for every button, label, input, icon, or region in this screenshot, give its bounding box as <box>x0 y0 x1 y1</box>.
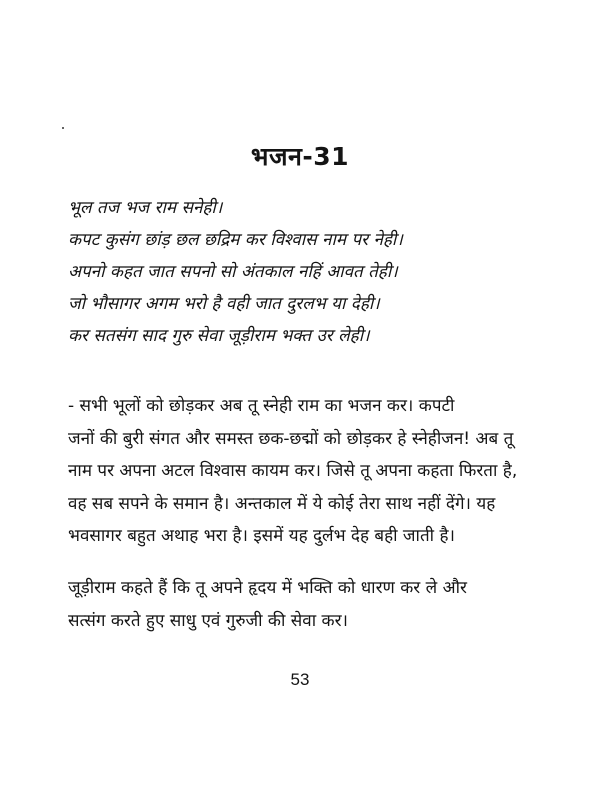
explanation-paragraph-2 <box>68 572 568 637</box>
explanation-paragraph-1 <box>68 390 568 553</box>
paragraph-line: - सभी भूलों को छोड़कर अब तू स्नेही राम का भजन कर। कपटी <box>68 396 455 416</box>
verse-line: भूल तज भज राम सनेही। <box>68 198 223 218</box>
page-number: 53 <box>290 670 310 689</box>
paragraph-line: भवसागर बहुत अथाह भरा है। इसमें यह दुर्लभ देह बही जाती है। <box>68 526 455 546</box>
print-speck <box>62 127 64 129</box>
paragraph-line: नाम पर अपना अटल विश्वास कायम कर। जिसे तू अपना कहता फिरता है, <box>68 461 518 481</box>
bhajan-verse <box>68 192 568 352</box>
verse-line: कपट कुसंग छांड़ छल छद्रिम कर विश्वास नाम पर नेही। <box>68 230 403 250</box>
page-title: भजन-31 <box>250 142 350 171</box>
verse-line: कर सतसंग साद गुरु सेवा जूड़ीराम भक्त उर लेही। <box>68 326 370 346</box>
verse-line: जो भौसागर अगम भरो है वही जात दुरलभ या देही। <box>68 294 380 314</box>
paragraph-line: वह सब सपने के समान है। अन्तकाल में ये कोई तेरा साथ नहीं देंगे। यह <box>68 493 496 514</box>
paragraph-line: जनों की बुरी संगत और समस्त छक-छद्मों को छोड़कर हे स्नेहीजन! अब तू <box>68 428 514 449</box>
paragraph-line: जूड़ीराम कहते हैं कि तू अपने हृदय में भक्ति को धारण कर ले और <box>68 578 467 598</box>
paragraph-line: सत्संग करते हुए साधु एवं गुरुजी की सेवा कर। <box>68 610 348 631</box>
verse-line: अपनो कहत जात सपनो सो अंतकाल नहिं आवत तेही। <box>68 262 398 282</box>
